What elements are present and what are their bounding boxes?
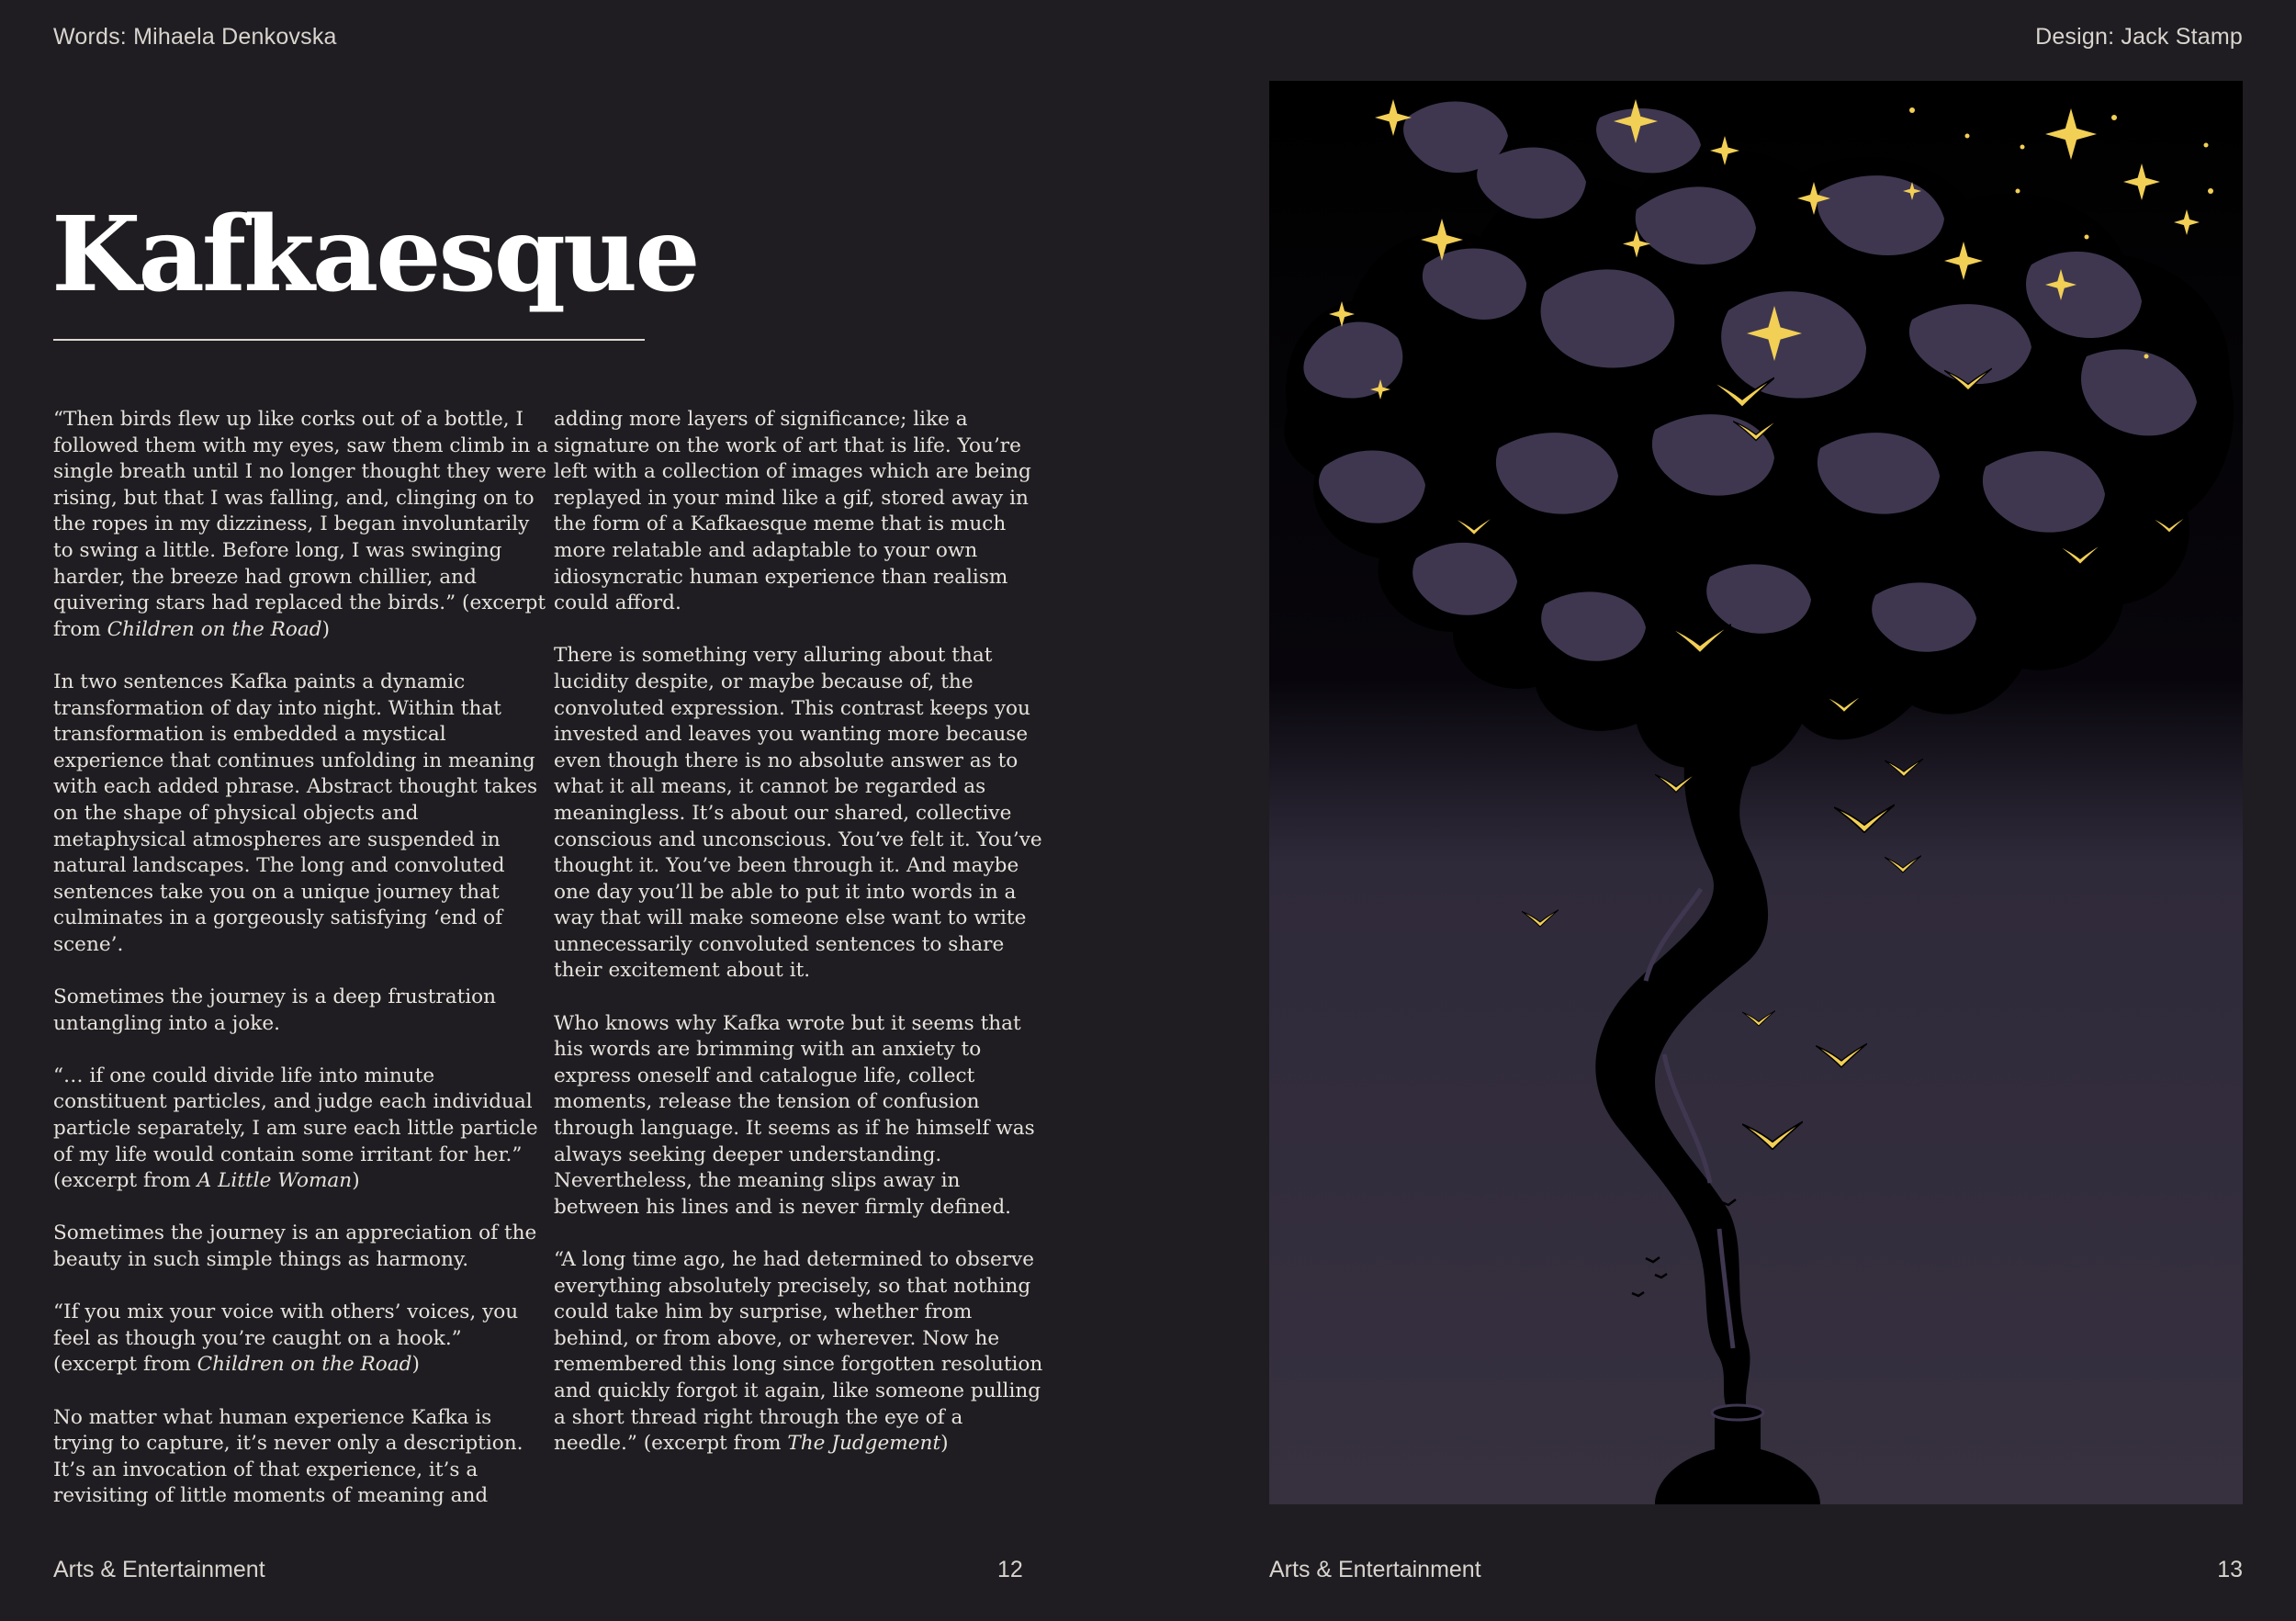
paragraph: No matter what human experience Kafka is trying to capture, it’s never only a description. It’s an invocation of that experience, it’s a revisiting of little moments of meaning and bbox=[53, 1405, 523, 1508]
paragraph: “A long time ago, he had determined to observe everything absolutely precisely, so that nothing could take him by surprise, whether from behind, or from above, or wherever. Now he remembered this long since forgotten resolution and quickly forgot it again, like someone pulling a short thread right through the eye of a needle.” (excerpt from The Judgement) bbox=[554, 1248, 1043, 1456]
paragraph: “Then birds flew up like corks out of a bottle, I followed them with my eyes, saw them climb in a single breath until I no longer thought they were rising, but that I was falling, and, clinging on to the ropes in my dizziness, I began involuntarily to swing a little. Before long, I was swinging harder, the breeze had grown chillier, and quivering stars had replaced the birds.” (excerpt from Children on the Road) bbox=[53, 408, 549, 641]
paragraph: Who knows why Kafka wrote but it seems that his words are brimming with an anxiety to express oneself and catalogue life, collect moments, release the tension of confusion through language. It seems as if he himself was always seeking deeper understanding. Nevertheless, the meaning slips away in between his lines and is never firmly defined. bbox=[554, 1011, 1035, 1219]
paragraph: In two sentences Kafka paints a dynamic transformation of day into night. Within that transformation is embedded a mystical experience that continues unfolding in meaning with each added phrase. Abstract thought takes on the shape of physical objects and metaphysical atmospheres are suspended in natural landscapes. The long and convoluted sentences take you on a unique journey that culminates in a gorgeously satisfying ‘end of scene’. bbox=[53, 670, 538, 956]
article-title: Kafkaesque bbox=[51, 195, 698, 315]
text-column-left bbox=[53, 407, 549, 1537]
paragraph: adding more layers of significance; like a signature on the work of art that is life. You’re left with a collection of images which are being replayed in your mind like a gif, stored away in the form of a Kafkaesque meme that is much more relatable and adaptable to your own idiosyncratic human experience than realism could afford. bbox=[554, 408, 1031, 615]
footer-section-left: Arts & Entertainment bbox=[53, 1557, 265, 1582]
paragraph: Sometimes the journey is a deep frustration untangling into a joke. bbox=[53, 985, 497, 1035]
credit-design: Design: Jack Stamp bbox=[2035, 24, 2243, 50]
book-title: The Judgement bbox=[787, 1432, 941, 1456]
paragraph: “… if one could divide life into minute constituent particles, and judge each individual particle separately, I am sure each little particle of my life would contain some irritant for her.” (excerpt from A Little Woman) bbox=[53, 1064, 538, 1193]
page-number-right: 13 bbox=[2217, 1557, 2243, 1582]
paragraph: There is something very alluring about that lucidity despite, or maybe because of, the convoluted expression. This contrast keeps you invested and leaves you wanting more because even though there is no absolute answer as to what it all means, it cannot be regarded as meaningless. It’s about our shared, collective conscious and unconscious. You’ve felt it. You’ve thought it. You’ve been through it. And maybe one day you’ll be able to put it into words in a way that will make someone else want to write unnecessarily convoluted sentences to share their excitement about it. bbox=[554, 644, 1042, 983]
text-column-right bbox=[554, 407, 1050, 1483]
paragraph: Sometimes the journey is an appreciation of the beauty in such simple things as harmony. bbox=[53, 1221, 537, 1271]
illustration-panel bbox=[1269, 81, 2243, 1504]
title-underline bbox=[53, 339, 645, 341]
credit-words: Words: Mihaela Denkovska bbox=[53, 24, 337, 50]
book-title: Children on the Road bbox=[197, 1353, 412, 1377]
smoke-bottle-illustration bbox=[1269, 81, 2243, 1504]
book-title: Children on the Road bbox=[107, 617, 322, 641]
book-title: A Little Woman bbox=[197, 1169, 353, 1193]
footer-section-right: Arts & Entertainment bbox=[1269, 1557, 1481, 1582]
paragraph: “If you mix your voice with others’ voices, you feel as though you’re caught on a hook.” (excerpt from Children on the Road) bbox=[53, 1300, 519, 1377]
page-number-left: 12 bbox=[997, 1557, 1023, 1582]
